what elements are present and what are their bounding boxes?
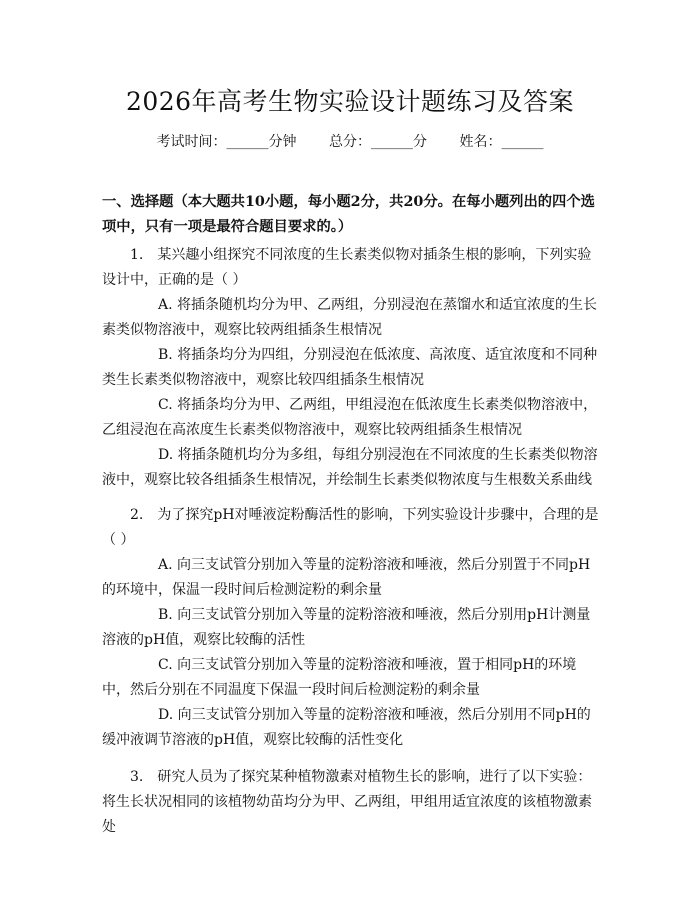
question-1-option-d: D. 将插条随机均分为多组，每组分别浸泡在不同浓度的生长素类似物溶液中，观察比较各组插条生根情况，并绘制生长素类似物浓度与生根数关系曲线 [102, 447, 598, 488]
question-1-option-a: A. 将插条随机均分为甲、乙两组，分别浸泡在蒸馏水和适宜浓度的生长素类似物溶液中，观察比较两组插条生根情况 [102, 297, 598, 338]
question-1-stem: 1. 某兴趣小组探究不同浓度的生长素类似物对插条生根的影响，下列实验设计中，正确的是（ ） [102, 247, 592, 288]
section-header: 一、选择题（本大题共10小题，每小题2分，共20分。在每小题列出的四个选项中，只有一项是最符合题目要求的。） [102, 194, 595, 235]
student-name-field: 姓名：______ [459, 134, 544, 150]
question-3-stem: 3. 研究人员为了探究某种植物激素对植物生长的影响，进行了以下实验：将生长状况相同的该植物幼苗均分为甲、乙两组，甲组用适宜浓度的该植物激素处 [102, 769, 592, 835]
page-title: 2026年高考生物实验设计题练习及答案 [125, 87, 575, 116]
exam-info [0, 132, 700, 152]
question-2-option-a: A. 向三支试管分别加入等量的淀粉溶液和唾液，然后分别置于不同pH的环境中，保温一段时间后检测淀粉的剩余量 [102, 557, 591, 598]
question-2-option-b: B. 向三支试管分别加入等量的淀粉溶液和唾液，然后分别用pH计测量溶液的pH值，观察比较酶的活性 [102, 607, 591, 648]
question-2-option-c: C. 向三支试管分别加入等量的淀粉溶液和唾液，置于相同pH的环境中，然后分别在不同温度下保温一段时间后检测淀粉的剩余量 [102, 657, 577, 698]
question-1-option-b: B. 将插条均分为四组，分别浸泡在低浓度、高浓度、适宜浓度和不同种类生长素类似物溶液中，观察比较四组插条生根情况 [102, 347, 598, 388]
question-2-stem: 2. 为了探究pH对唾液淀粉酶活性的影响，下列实验设计步骤中，合理的是（ ） [102, 507, 599, 548]
exam-time-field: 考试时间：______分钟 [156, 134, 297, 150]
question-1-option-c: C. 将插条均分为甲、乙两组，甲组浸泡在低浓度生长素类似物溶液中，乙组浸泡在高浓度生长素类似物溶液中，观察比较两组插条生根情况 [102, 397, 598, 438]
total-score-field: 总分：______分 [329, 134, 427, 150]
question-2-option-d: D. 向三支试管分别加入等量的淀粉溶液和唾液，然后分别用不同pH的缓冲液调节溶液的pH值，观察比较酶的活性变化 [102, 707, 591, 748]
